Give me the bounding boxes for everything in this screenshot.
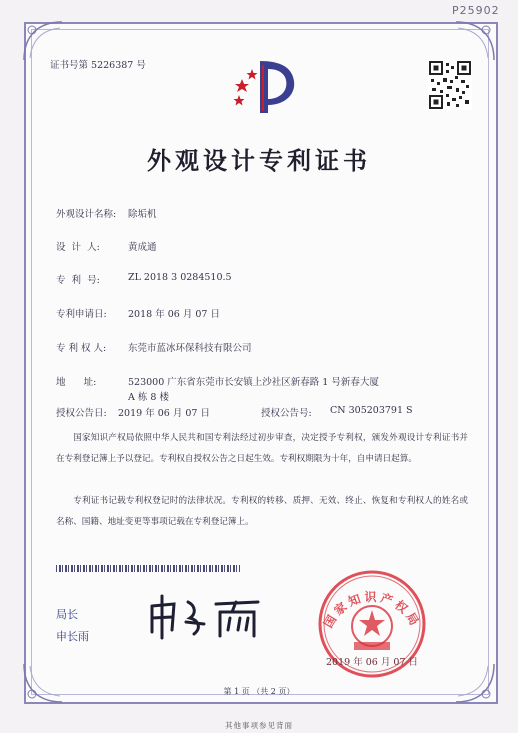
seal-date: 2019 年 06 月 07 日: [326, 657, 418, 668]
address-label: 地 址:: [56, 377, 97, 388]
corner-ornament-top-right: [452, 18, 498, 64]
filing-date-value: 2018 年 06 月 07 日: [128, 309, 220, 320]
filing-date-label: 专利申请日:: [56, 309, 107, 320]
address-line-1: 523000 广东省东莞市长安镇上沙社区新春路 1 号新春大厦: [128, 377, 379, 388]
patentee-value: 东莞市蓝冰环保科技有限公司: [128, 343, 252, 354]
patent-number-label: 专 利 号:: [56, 275, 100, 286]
address-line-2: A 栋 8 楼: [128, 392, 169, 403]
patentee-label: 专 利 权 人:: [56, 343, 107, 354]
legal-status-paragraph: 专利证书记载专利权登记时的法律状况。专利权的转移、质押、无效、终止、恢复和专利权人的姓名或名称、国籍、地址变更等事项记载在专利登记簿上。: [56, 496, 468, 527]
grant-date-label: 授权公告日:: [56, 408, 107, 419]
corner-ornament-bottom-right: [452, 660, 498, 706]
grant-statement-paragraph: 国家知识产权局依照中华人民共和国专利法经过初步审查，决定授予专利权，颁发外观设计专利证书并在专利登记簿上予以登记。专利权自授权公告之日起生效。专利权期限为十年，自申请日起算。: [56, 433, 468, 464]
bottom-note: 其他事项参见背面: [225, 721, 293, 730]
seal-text: 国家知识产权局: [321, 590, 423, 631]
qr-code: [428, 60, 472, 110]
design-name-value: 除垢机: [128, 209, 157, 220]
director-signature: [146, 592, 266, 642]
certificate-number: 证书号第 5226387 号: [50, 60, 146, 71]
cnipa-logo: [230, 55, 300, 117]
handwritten-note: P25902: [452, 4, 500, 17]
patent-number-value: ZL 2018 3 0284510.5: [128, 272, 232, 283]
barcode: [56, 565, 240, 572]
design-name-label: 外观设计名称:: [56, 209, 117, 220]
grant-date-value: 2019 年 06 月 07 日: [118, 408, 210, 419]
certificate-title: 外观设计专利证书: [147, 147, 371, 175]
director-name: 申长雨: [56, 630, 89, 643]
corner-ornament-bottom-left: [20, 660, 66, 706]
grant-number-label: 授权公告号:: [261, 408, 312, 419]
page-footer: 第 1 页 （共 2 页）: [223, 687, 295, 696]
designer-label: 设 计 人:: [56, 242, 100, 253]
director-title: 局长: [56, 608, 78, 621]
grant-number-value: CN 305203791 S: [330, 405, 413, 416]
designer-value: 黄成通: [128, 242, 157, 253]
